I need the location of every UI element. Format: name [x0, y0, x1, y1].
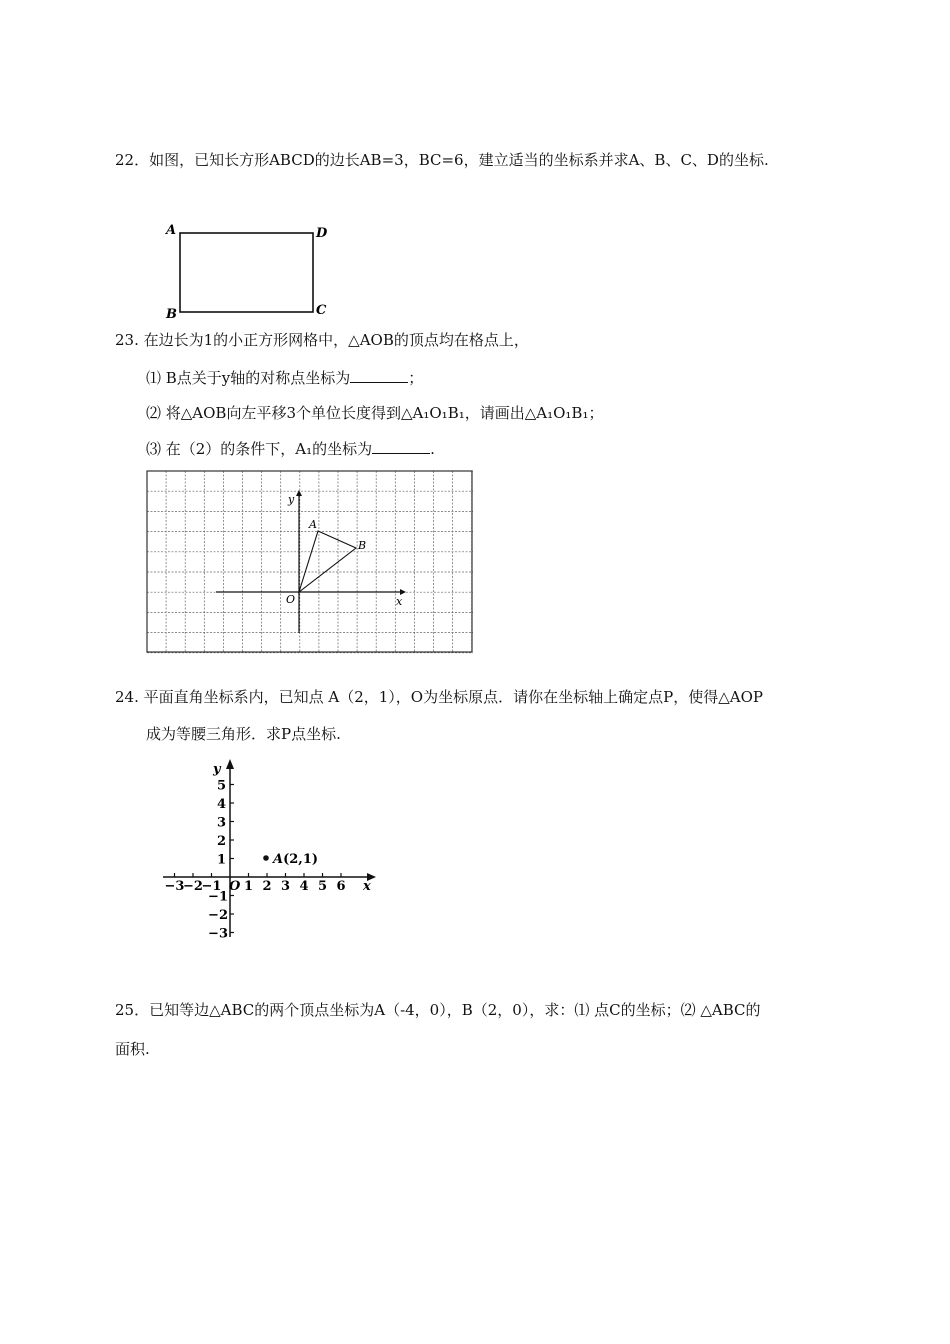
answer-blank	[350, 368, 408, 383]
q24-line2: 成为等腰三角形．求P点坐标.	[146, 725, 341, 743]
axis-x-label: x	[363, 879, 371, 894]
y-tick-label: −2	[208, 908, 228, 923]
q25-line2: 面积.	[115, 1040, 150, 1058]
grid-x-label: x	[396, 595, 403, 608]
x-tick-label: 5	[317, 879, 328, 894]
q23-sub3-text: ⑶ 在（2）的条件下，A₁的坐标为	[146, 440, 373, 458]
y-tick-label: 3	[216, 815, 226, 831]
point-a-coords: (2,1)	[283, 852, 319, 867]
x-tick-label: 4	[299, 879, 309, 894]
grid-y-label: y	[288, 493, 295, 506]
origin-label: O	[229, 879, 241, 894]
grid-o-label: O	[286, 593, 296, 606]
grid-figure	[146, 470, 474, 654]
triangle-aob	[299, 531, 356, 592]
axis-y-label: y	[213, 762, 221, 777]
label-b: B	[166, 307, 177, 322]
y-tick-label: −3	[208, 926, 228, 942]
grid-lines	[147, 471, 473, 653]
q24-line1: 24. 平面直角坐标系内，已知点 A（2，1），O为坐标原点．请你在坐标轴上确定点P，使得△AOP	[115, 688, 763, 706]
x-tick-label: −2	[183, 879, 203, 894]
q25-line1: 25．已知等边△ABC的两个顶点坐标为A（-4，0），B（2，0），求：⑴ 点C的坐标；⑵ △ABC的	[115, 1001, 761, 1019]
q23-sub1	[146, 368, 423, 388]
answer-blank	[372, 439, 430, 454]
x-tick-label: −1	[201, 879, 222, 894]
q23-sub1-end: ；	[408, 369, 424, 387]
coordinate-axes-figure	[155, 755, 385, 945]
grid-a-label: A	[309, 518, 317, 531]
x-tick-label: 3	[280, 879, 291, 894]
y-tick-label: 2	[216, 834, 226, 849]
y-tick-label: −1	[208, 889, 228, 905]
q23-sub3-end: .	[430, 440, 435, 458]
x-tick-label: −3	[164, 879, 185, 894]
q22-text: 22．如图，已知长方形ABCD的边长AB=3，BC=6，建立适当的坐标系并求A、B、C、D的坐标.	[115, 151, 769, 169]
x-tick-label: 6	[336, 879, 346, 894]
svg-text:A(2,1)	[271, 852, 318, 867]
q23-sub2: ⑵ 将△AOB向左平移3个单位长度得到△A₁O₁B₁，请画出△A₁O₁B₁；	[146, 404, 604, 422]
y-tick-label: 5	[216, 778, 226, 794]
label-d: D	[316, 226, 328, 241]
rectangle-abcd-figure	[160, 220, 340, 322]
x-tick-label: 2	[262, 879, 272, 894]
y-tick-label: 4	[216, 797, 226, 812]
q23-sub3	[146, 439, 435, 459]
point-a-label: A	[273, 852, 284, 867]
point-a	[263, 855, 269, 861]
label-a: A	[166, 223, 177, 238]
q23-sub1-text: ⑴ B点关于y轴的对称点坐标为	[146, 369, 351, 387]
q23-intro: 23. 在边长为1的小正方形网格中，△AOB的顶点均在格点上，	[115, 331, 529, 349]
grid-b-label: B	[358, 539, 367, 552]
x-tick-label: 1	[243, 879, 254, 894]
label-c: C	[316, 303, 327, 318]
y-tick-label: 1	[216, 852, 226, 868]
